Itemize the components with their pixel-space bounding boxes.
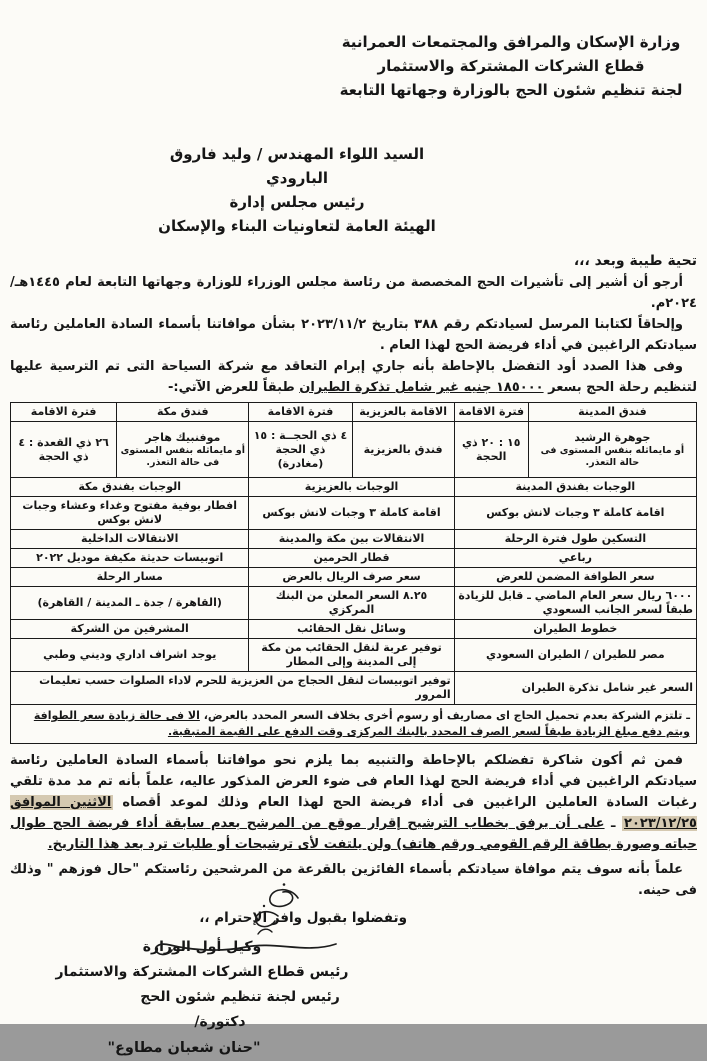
header-stay-period-1: فترة الاقامة (454, 403, 528, 422)
signatory-title-4: دكتورة/ (194, 1014, 246, 1030)
cell-tawafa-price (454, 587, 696, 620)
addressee-authority: الهيئة العامة لتعاونيات البناء والإسكان (158, 217, 436, 235)
header-housing: التسكين طول فترة الرحلة (454, 530, 696, 549)
cell-makkah-hotel (117, 422, 249, 478)
table-row-housing-values (11, 549, 697, 568)
para3-suffix: طبقاً للعرض الآتي:- (167, 380, 300, 395)
table-row-ticket-note (11, 672, 697, 705)
makkah-hotel-name: موفنبيك هاجر (145, 430, 221, 444)
cell-riyal-rate: ٨.٢٥ السعر المعلن من البنك المركزي (249, 587, 454, 620)
para3-text: وفى هذا الصدد أود التفضل بالإحاطة بأنه جاري إبرام التعاقد مع شركة السياحة التى تم الترسية عليها لتنظيم رحلة الحج بسعر (10, 359, 697, 395)
closing-paragraph-2: علماً بأنه سوف يتم موافاة سيادتكم بأسماء الفائزين بالقرعة من المرشحين رئاستكم "حال فوزهم " وذلك فى حينه. (10, 862, 697, 898)
table-row-meals-header (11, 478, 697, 497)
table-row-housing-header (11, 530, 697, 549)
header-tawafa-price: سعر الطوافة المضمن للعرض (454, 568, 696, 587)
header-makkah-hotel: فندق مكة (117, 403, 249, 422)
cell-aziziyah-stay: فندق بالعزيزية (352, 422, 454, 478)
para4-sep: ـ (604, 816, 623, 831)
header-transfers-makkah-madinah: الانتقالات بين مكة والمدينة (249, 530, 454, 549)
ministry-name: وزارة الإسكان والمرافق والمجتمعات العمرانية (341, 33, 681, 51)
addressee-title: رئيس مجلس إدارة (229, 193, 365, 211)
table-row-airline-header (11, 620, 697, 639)
signatory-title-1: وكيل أول الوزارة (142, 939, 262, 955)
cell-price-excludes-ticket: السعر غير شامل تذكرة الطيران (454, 672, 696, 705)
cell-aziziyah-period: ٤ ذي الحجــة : ١٥ ذي الحجة (مغادرة) (249, 422, 352, 478)
table-row-company-note (11, 705, 697, 744)
tawafa-price-line2: طبقاً لسعر الجانب السعودي (542, 603, 693, 616)
madinah-hotel-name: جوهرة الرشيد (574, 430, 651, 444)
header-meals-aziziyah: الوجبات بالعزيزية (249, 478, 454, 497)
body-paragraph-1: أرجو أن أشير إلى تأشيرات الحج المخصصة من رئاسة مجلس الوزراء للوزارة وجهاتها التابعة لعام ١٤٤٥هـ/ ٢٠٢٤م. (10, 275, 697, 311)
cell-meals-aziziyah: اقامة كاملة ٣ وجبات لانش بوكس (249, 497, 454, 530)
signatory-title-2: رئيس قطاع الشركات المشتركة والاستثمار (55, 964, 349, 980)
table-row-price-values (11, 587, 697, 620)
header-meals-madinah: الوجبات بفندق المدينة (454, 478, 696, 497)
cell-airlines: مصر للطيران / الطيران السعودي (454, 639, 696, 672)
cell-luggage-transport: توفير عربة لنقل الحقائب من مكة إلى المدينة وإلى المطار (249, 639, 454, 672)
table-row-hotels-values (11, 422, 697, 478)
greeting-line: تحية طيبة وبعد ،،، (573, 253, 697, 269)
cell-meals-makkah: افطار بوفية مفتوح وغداء وعشاء وجبات لانش بوكس (11, 497, 249, 530)
madinah-hotel-alt: أو مايماثله بنفس المستوى فى حالة التعذر. (540, 444, 685, 468)
header-madinah-hotel: فندق المدينة (528, 403, 696, 422)
cell-meals-madinah: اقامة كاملة ٣ وجبات لانش بوكس (454, 497, 696, 530)
cell-trip-route: (القاهرة / جدة ـ المدينة / القاهرة) (11, 587, 249, 620)
closing-paragraph-1 (10, 750, 697, 855)
table-row-hotels-header (11, 403, 697, 422)
body-paragraph-2: وإلحاقاً لكتابنا المرسل لسيادتكم رقم ٣٨٨ بتاريخ ٢٠٢٣/١١/٢ بشأن موافاتنا بأسماء السادة العاملين رئاسة سيادتكم الراغبين في أداء فريضة الحج لهذا العام . (10, 317, 697, 353)
cell-transfers-makkah-madinah: قطار الحرمين (249, 549, 454, 568)
signature-block (27, 935, 377, 1061)
table-row-airline-values (11, 639, 697, 672)
header-luggage-transport: وسائل نقل الحقائب (249, 620, 454, 639)
header-trip-route: مسار الرحلة (11, 568, 249, 587)
cell-madinah-period: ١٥ : ٢٠ ذي الحجة (454, 422, 528, 478)
header-stay-period-3: فترة الاقامة (11, 403, 117, 422)
header-stay-period-2: فترة الاقامة (249, 403, 352, 422)
header-airlines: خطوط الطيران (454, 620, 696, 639)
header-meals-makkah: الوجبات بفندق مكة (11, 478, 249, 497)
header-internal-transfers: الانتقالات الداخلية (11, 530, 249, 549)
tawafa-price-line1: ٦٠٠٠ ريال سعر العام الماضي ـ قابل للزيادة (458, 589, 693, 602)
note-text: ـ تلتزم الشركة بعدم تحميل الحاج اى مصاريف أو رسوم أخرى بخلاف السعر المحدد بالعرض، (199, 709, 690, 722)
cell-company-obligation-note (11, 705, 697, 744)
sector-name: قطاع الشركات المشتركة والاستثمار (377, 57, 645, 75)
makkah-hotel-alt: أو مايماثله بنفس المستوى فى حالة التعذر. (120, 444, 245, 468)
deadline-highlight: الاثنين الموافق ٢٠٢٣/١٢/٢٥ (10, 795, 697, 831)
note-underlined: الا فى حالة زيادة سعر الطوافة ويتم دفع مبلغ الزيادة طبقاً لسعر الصرف المحدد بالبنك المركزى وقت الدفع على القيمة المتبقية. (33, 709, 690, 738)
cell-makkah-period: ٢٦ ذي القعدة : ٤ ذي الحجة (11, 422, 117, 478)
hajj-committee-name: لجنة تنظيم شئون الحج بالوزارة وجهاتها التابعة (339, 81, 683, 99)
para4-underlined: على أن يرفق بخطاب الترشيح إقرار موقع من المرشح بعدم سابقة أداء فريضة الحج طوال حياته وصورة بطاقة الرقم القومي ورقم هاتف) ولن يلتفت لأى ترشيحات أو طلبات ترد بعد هذا التاريخ. (10, 816, 697, 852)
signatory-name: "حنان شعبان مطاوع" (107, 1040, 261, 1056)
para4-text: فمن ثم أكون شاكرة تفضلكم بالإحاطة والتنبيه بما يلزم نحو موافاتنا بأسماء السادة العاملين رئاسة سيادتكم الراغبين في أداء فريضة الحج لهذا العام فى ضوء العرض المذكور عاليه، علماً بأنه تم مد مدة تلقي رغبات السادة العاملين الراغبين فى أداء فريضة الحج لهذا العام وذلك لموعد أقصاه (10, 753, 697, 810)
cell-madinah-hotel (528, 422, 696, 478)
body-paragraph-3 (10, 356, 697, 398)
cell-internal-transfers: اتوبيسات حديثة مكيفة موديل ٢٠٢٢ (11, 549, 249, 568)
addressee-name: السيد اللواء المهندس / وليد فاروق البارودي (169, 145, 425, 187)
price-underlined: ١٨٥٠٠٠ جنيه غير شامل تذكرة الطيران (299, 380, 544, 395)
table-row-price-header (11, 568, 697, 587)
table-row-meals-values (11, 497, 697, 530)
cell-housing: رباعي (454, 549, 696, 568)
cell-buses-to-haram: توفير اتوبيسات لنقل الحجاج من العزيزية للحرم لاداء الصلوات حسب تعليمات المرور (11, 672, 455, 705)
letterhead (325, 30, 697, 102)
signatory-title-3: رئيس لجنة تنظيم شئون الحج (140, 989, 340, 1005)
header-aziziyah-stay: الاقامة بالعزيزية (352, 403, 454, 422)
salutation-line: وتفضلوا بقبول وافر الإحترام ،، (199, 910, 407, 926)
hajj-offer-table (10, 402, 697, 744)
addressee-block (147, 142, 447, 238)
header-company-supervisors: المشرفين من الشركة (11, 620, 249, 639)
header-riyal-rate: سعر صرف الريال بالعرض (249, 568, 454, 587)
cell-company-supervisors: يوجد اشراف اداري وديني وطبي (11, 639, 249, 672)
